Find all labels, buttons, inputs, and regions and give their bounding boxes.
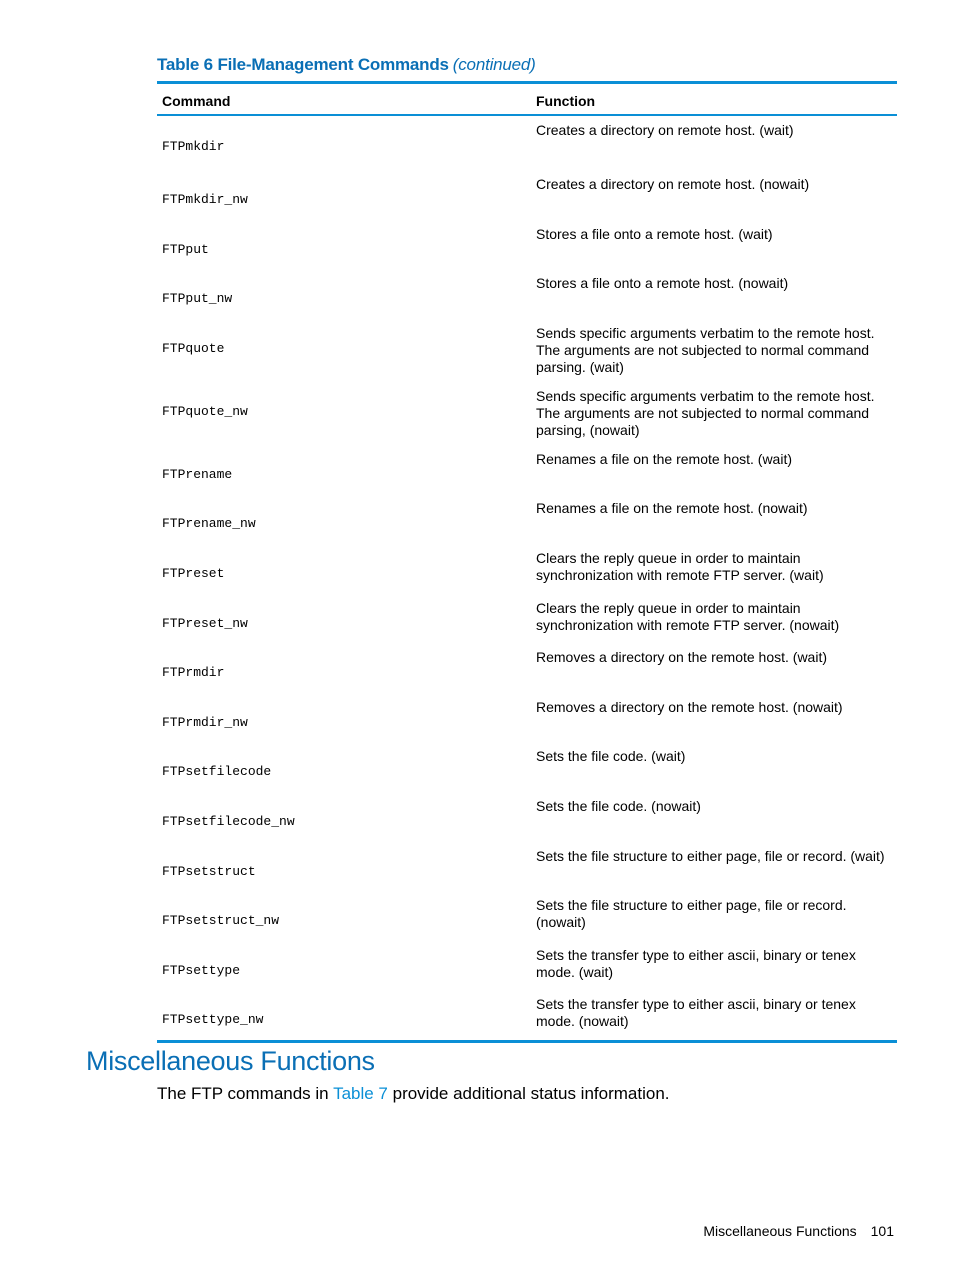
command-cell: FTPreset_nw bbox=[162, 615, 248, 631]
table-row bbox=[157, 693, 897, 743]
column-header-command: Command bbox=[157, 84, 531, 115]
table-row bbox=[157, 445, 897, 495]
function-cell: Sets the file code. (wait) bbox=[536, 748, 686, 765]
function-cell: Sets the file structure to either page, file or record. (nowait) bbox=[536, 897, 847, 931]
table-header-row bbox=[157, 84, 897, 115]
intro-text-after: provide additional status information. bbox=[387, 1084, 670, 1103]
function-cell: Stores a file onto a remote host. (nowait) bbox=[536, 275, 789, 292]
table-row bbox=[157, 594, 897, 644]
function-cell: Sets the transfer type to either ascii, binary or tenex mode. (nowait) bbox=[536, 996, 856, 1030]
command-cell: FTPquote_nw bbox=[162, 403, 248, 419]
function-cell: Stores a file onto a remote host. (wait) bbox=[536, 225, 773, 242]
section-intro bbox=[157, 1084, 670, 1104]
table-body bbox=[157, 115, 897, 1040]
table-7-link[interactable]: Table 7 bbox=[333, 1084, 388, 1103]
table-row bbox=[157, 494, 897, 544]
table-row bbox=[157, 891, 897, 941]
command-cell: FTPsetstruct bbox=[162, 863, 256, 879]
command-cell: FTPmkdir bbox=[162, 139, 225, 154]
command-cell: FTPrename bbox=[162, 466, 233, 482]
intro-text-before: The FTP commands in bbox=[157, 1084, 334, 1103]
command-cell: FTPsetfilecode_nw bbox=[162, 813, 295, 829]
section-title: Miscellaneous Functions bbox=[86, 1046, 375, 1076]
command-cell: FTPput bbox=[162, 241, 209, 257]
table-row bbox=[157, 544, 897, 594]
function-cell: Creates a directory on remote host. (wait) bbox=[536, 122, 794, 138]
command-cell: FTPsetfilecode bbox=[162, 764, 272, 780]
command-cell: FTPreset bbox=[162, 565, 225, 581]
table-row bbox=[157, 990, 897, 1040]
function-cell: Renames a file on the remote host. (nowait) bbox=[536, 500, 808, 517]
function-cell: Clears the reply queue in order to maintain synchronization with remote FTP server. (nowait) bbox=[536, 599, 840, 633]
table-row bbox=[157, 319, 897, 382]
page-footer bbox=[703, 1223, 894, 1239]
command-cell: FTPsetstruct_nw bbox=[162, 913, 280, 929]
table-caption-continued: (continued) bbox=[452, 55, 536, 74]
function-cell: Sends specific arguments verbatim to the remote host. The arguments are not subjected to normal command parsing. (wait) bbox=[536, 324, 875, 375]
command-cell: FTPrmdir bbox=[162, 665, 225, 681]
function-cell: Removes a directory on the remote host. (wait) bbox=[536, 649, 828, 666]
function-cell: Sets the file structure to either page, file or record. (wait) bbox=[536, 847, 885, 864]
table-row bbox=[157, 220, 897, 270]
table-row bbox=[157, 941, 897, 991]
function-cell: Renames a file on the remote host. (wait) bbox=[536, 450, 793, 467]
table-row bbox=[157, 382, 897, 445]
function-cell: Sets the file code. (nowait) bbox=[536, 797, 701, 814]
table-row bbox=[157, 742, 897, 792]
function-cell: Creates a directory on remote host. (nowait) bbox=[536, 176, 810, 192]
table-row bbox=[157, 792, 897, 842]
footer-section-name: Miscellaneous Functions bbox=[703, 1223, 857, 1239]
function-cell: Clears the reply queue in order to maintain synchronization with remote FTP server. (wait) bbox=[536, 549, 824, 583]
table-row bbox=[157, 269, 897, 319]
command-cell: FTPrename_nw bbox=[162, 516, 256, 532]
command-cell: FTPsettype_nw bbox=[162, 1012, 264, 1028]
column-header-function: Function bbox=[531, 84, 897, 115]
table-caption-title: Table 6 File-Management Commands bbox=[157, 55, 449, 74]
function-cell: Removes a directory on the remote host. (nowait) bbox=[536, 698, 843, 715]
function-cell: Sets the transfer type to either ascii, binary or tenex mode. (wait) bbox=[536, 946, 856, 980]
table-row bbox=[157, 643, 897, 693]
file-management-table bbox=[157, 81, 897, 1043]
command-cell: FTPquote bbox=[162, 340, 225, 356]
command-cell: FTPsettype bbox=[162, 962, 241, 978]
table-caption bbox=[157, 55, 536, 75]
command-cell: FTPput_nw bbox=[162, 291, 233, 307]
function-cell: Sends specific arguments verbatim to the remote host. The arguments are not subjected to normal command parsing, (nowait) bbox=[536, 387, 875, 438]
command-cell: FTPmkdir_nw bbox=[162, 192, 248, 207]
table-row bbox=[157, 115, 897, 170]
table-row bbox=[157, 170, 897, 220]
page-number: 101 bbox=[870, 1223, 894, 1239]
table-row bbox=[157, 842, 897, 892]
command-cell: FTPrmdir_nw bbox=[162, 714, 248, 730]
